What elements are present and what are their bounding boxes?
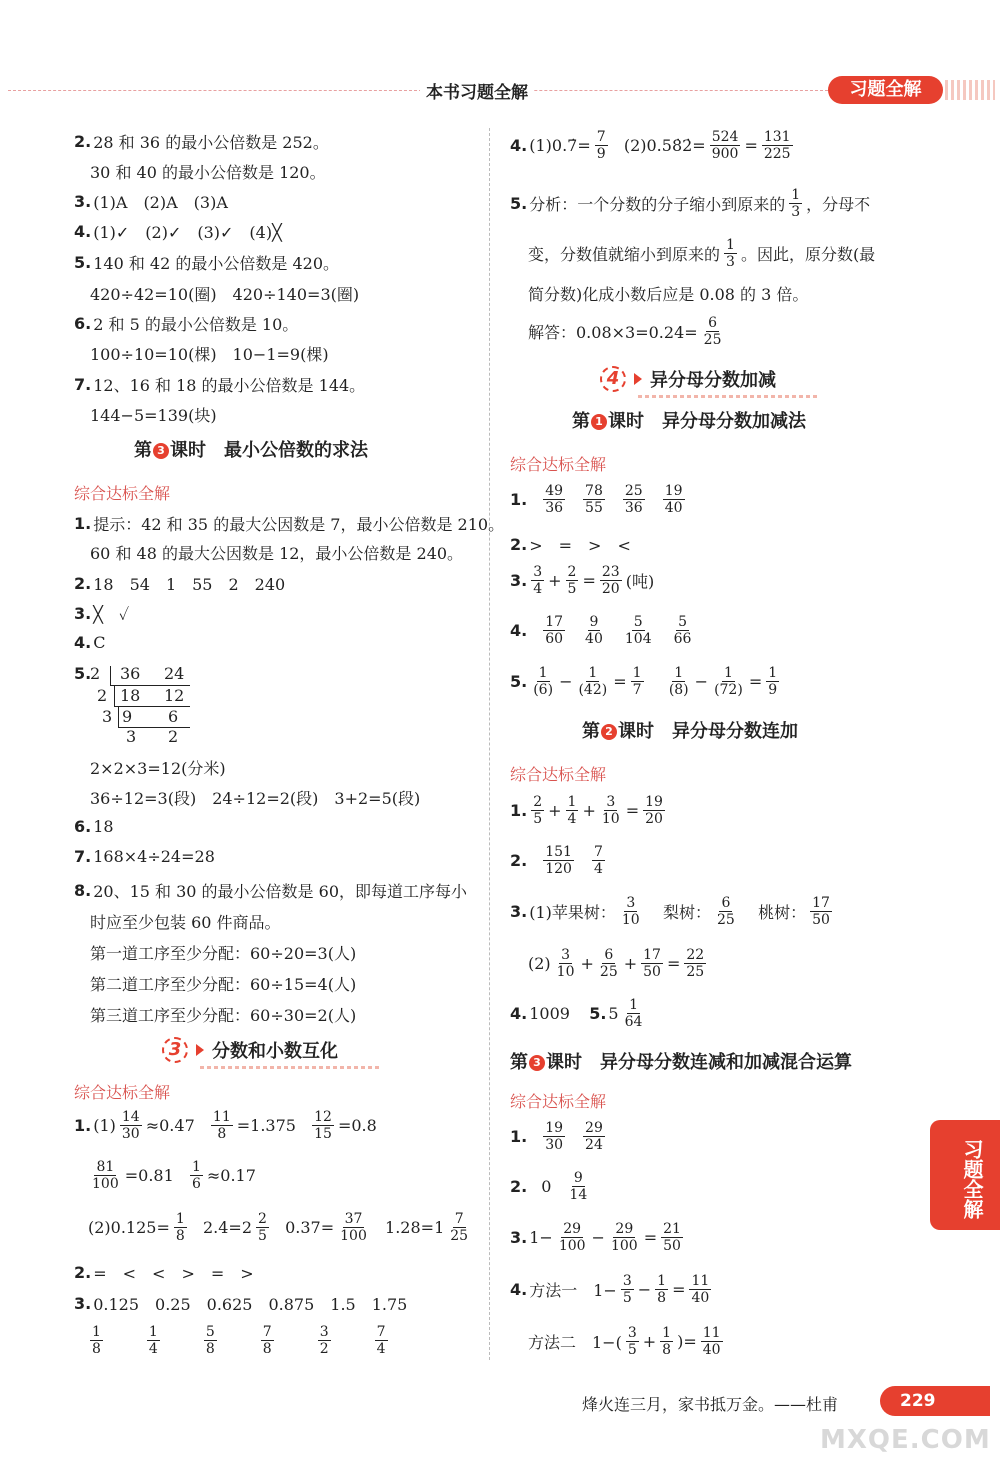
math-line: 5. 1 (6) − $\frac{1}{(42)}$ = $\frac{1}{7}$ 1 (8) − $\frac{1}{(72)}$ = $\frac{1}{9}$ [510, 665, 778, 698]
quotient: 2 [168, 727, 179, 746]
watermark: MXQE.COM [820, 1425, 991, 1455]
math-line: 1. (1) $\frac{14}{30}$ ≈0.47 $\frac{11}{8}$ =1.375 $\frac{12}{15}$ =0.8 [74, 1109, 377, 1142]
item-number: 4. [74, 633, 92, 652]
math-line: 解答：0.08×3=0.24= $\frac{6}{25}$ [528, 315, 722, 348]
answer-text: = < < > = > [93, 1264, 254, 1283]
math-line: 4. 1009 5. 5 1 64 [510, 997, 643, 1030]
item-number: 2. [74, 1263, 92, 1282]
math-line: 2. 151 120 7 4 [510, 844, 603, 877]
dividend: 36 [120, 664, 141, 683]
lesson-title: 第 2 课时 异分母分数连加 [582, 721, 798, 742]
answer-text: 144−5=139(块) [90, 406, 217, 425]
answer-text: 第一道工序至少分配：60÷20=3(人) [90, 944, 357, 963]
item-number: 1. [74, 514, 92, 533]
quotient: 9 [122, 707, 133, 726]
answer-text: 60 和 48 的最大公因数是 12，最小公倍数是 240。 [90, 544, 464, 563]
math-line: (2)0.125= $\frac{1}{8}$ 2.4=2 2 5 0.37= $\frac{37}{100}$ 1.28=1 7 25 [88, 1211, 469, 1244]
item-number: 3. [74, 192, 92, 211]
unit-number-badge: 3 [162, 1037, 188, 1063]
math-line: 3. (1)苹果树： 3 10 梨树： 6 25 桃树： 17 50 [510, 895, 830, 928]
math-line: (2) 3 10 + $\frac{6}{25}$ + $\frac{17}{50}$ = $\frac{22}{25}$ [528, 947, 705, 980]
item-number: 2. [74, 574, 92, 593]
math-line: $\frac{81}{100}$ =0.81 $\frac{1}{6}$ ≈0.17 [92, 1159, 256, 1192]
answer-text: 168×4÷24=28 [93, 847, 215, 866]
answer-text: 第三道工序至少分配：60÷30=2(人) [90, 1006, 357, 1025]
item-number: 4. [74, 222, 92, 241]
item-number: 2. [74, 132, 92, 151]
answer-text: (1)A (2)A (3)A [93, 193, 228, 212]
page-number: 229 [880, 1386, 990, 1416]
divisor: 2 [97, 686, 108, 705]
section-label: 综合达标全解 [74, 1083, 171, 1102]
answer-text: 100÷10=10(棵) 10−1=9(棵) [90, 345, 329, 364]
section-label: 综合达标全解 [510, 455, 607, 474]
math-line: 4. 方法一 1− $\frac{3}{5}$ − $\frac{1}{8}$ = $\frac{11}{40}$ [510, 1273, 710, 1306]
header-rule [8, 90, 828, 91]
item-number: 7. [74, 847, 92, 866]
footer-quote: 烽火连三月，家书抵万金。——杜甫 [582, 1395, 839, 1414]
answer-text: 20、15 和 30 的最小公倍数是 60，即每道工序每小 [93, 882, 468, 901]
math-line: 5. 分析：一个分数的分子缩小到原来的 1 3 ，分母不 [510, 187, 871, 220]
answer-text: 12、16 和 18 的最小公倍数是 144。 [93, 376, 366, 395]
section-label: 综合达标全解 [74, 484, 171, 503]
math-line: 方法二 1−( 3 5 + $\frac{1}{8}$ )= $\frac{11}{40}$ [528, 1325, 721, 1358]
lesson-number-badge: 2 [601, 724, 617, 740]
item-number: 8. [74, 881, 92, 900]
answer-text: ╳ ✓ [93, 605, 130, 624]
side-tab: 习题全解 [930, 1120, 1000, 1230]
answer-text: 第二道工序至少分配：60÷15=4(人) [90, 975, 357, 994]
lesson-number-badge: 1 [591, 414, 607, 430]
answer-text: 2×2×3=12(分米) [90, 759, 226, 778]
divisor: 3 [102, 707, 113, 726]
item-number: 3. [74, 1294, 92, 1313]
answer-text: > = > < [529, 536, 631, 555]
math-line: 3. 1− $\frac{29}{100}$ − $\frac{29}{100}$ = $\frac{21}{50}$ [510, 1221, 681, 1254]
quotient: 12 [164, 686, 185, 705]
unit-title: 4 异分母分数加减 [600, 366, 776, 392]
lesson-title: 第 3 课时 最小公倍数的求法 [134, 440, 368, 461]
answer-text: 18 54 1 55 2 240 [93, 575, 286, 594]
answer-text: 18 [93, 817, 114, 836]
lesson-title: 第 1 课时 异分母分数加减法 [572, 411, 806, 432]
math-line: 1. 49 36 78 55 25 36 19 40 [510, 483, 683, 516]
math-line: 4. 17 60 9 40 5 104 5 66 [510, 614, 692, 647]
dividend: 24 [164, 664, 185, 683]
answer-text: 36÷12=3(段) 24÷12=2(段) 3+2=5(段) [90, 789, 421, 808]
triangle-icon [196, 1044, 204, 1056]
answer-text: 2 和 5 的最小公倍数是 10。 [93, 315, 299, 334]
lesson-number-badge: 3 [529, 1055, 545, 1071]
quotient: 3 [126, 727, 137, 746]
item-number: 3. [74, 604, 92, 623]
lesson-number-badge: 3 [153, 443, 169, 459]
answer-text: 0.125 0.25 0.625 0.875 1.5 1.75 [93, 1295, 408, 1314]
item-number: 7. [74, 375, 92, 394]
item-number: 2. [510, 535, 528, 554]
math-line: 4. (1)0.7̇= $\frac{7}{9}$ (2)0.58̇2̇= $\frac{524}{900}$ = $\frac{131}{225}$ [510, 129, 791, 162]
answer-text: 时应至少包装 60 件商品。 [90, 913, 281, 932]
math-line: 变，分数值就缩小到原来的 1 3 。因此，原分数(最 [528, 237, 876, 270]
short-division-ladder [74, 664, 204, 748]
header-stripe [945, 80, 995, 100]
answer-text: 420÷42=10(圈) 420÷140=3(圈) [90, 285, 360, 304]
math-line: 1. 19 30 29 24 [510, 1120, 603, 1153]
unit-number-badge: 4 [600, 366, 626, 392]
header-badge: 习题全解 [828, 76, 943, 104]
divisor: 2 [90, 664, 101, 683]
quotient: 18 [120, 686, 141, 705]
answer-text: 简分数)化成小数后应是 0.08 的 3 倍。 [528, 285, 809, 304]
math-line: 2. 0 9 14 [510, 1170, 588, 1203]
triangle-icon [634, 373, 642, 385]
item-number: 5. [74, 664, 92, 683]
item-number: 5. [74, 253, 92, 272]
section-label: 综合达标全解 [510, 765, 607, 784]
item-number: 6. [74, 314, 92, 333]
column-divider [489, 128, 490, 1360]
math-line: 1 8 1 4 5 8 7 8 3 2 7 4 [92, 1324, 386, 1357]
answer-text: (1)✓ (2)✓ (3)✓ (4)╳ [93, 223, 282, 242]
unit-title: 3 分数和小数互化 [162, 1037, 338, 1063]
answer-text: 140 和 42 的最小公倍数是 420。 [93, 254, 340, 273]
quotient: 6 [168, 707, 179, 726]
lesson-title: 第 3 课时 异分母分数连减和加减混合运算 [510, 1052, 852, 1073]
math-line: 1. 2 5 + $\frac{1}{4}$ + $\frac{3}{10}$ = $\frac{19}{20}$ [510, 794, 663, 827]
header-title: 本书习题全解 [420, 78, 534, 103]
answer-text: 提示：42 和 35 的最大公因数是 7，最小公倍数是 210。 [93, 515, 505, 534]
answer-text: C [93, 633, 106, 652]
section-label: 综合达标全解 [510, 1092, 607, 1111]
answer-text: 28 和 36 的最小公倍数是 252。 [93, 133, 329, 152]
answer-text: 30 和 40 的最小公倍数是 120。 [90, 163, 326, 182]
item-number: 6. [74, 817, 92, 836]
math-line: 3. 3 4 + $\frac{2}{5}$ = $\frac{23}{20}$ (吨) [510, 564, 655, 597]
